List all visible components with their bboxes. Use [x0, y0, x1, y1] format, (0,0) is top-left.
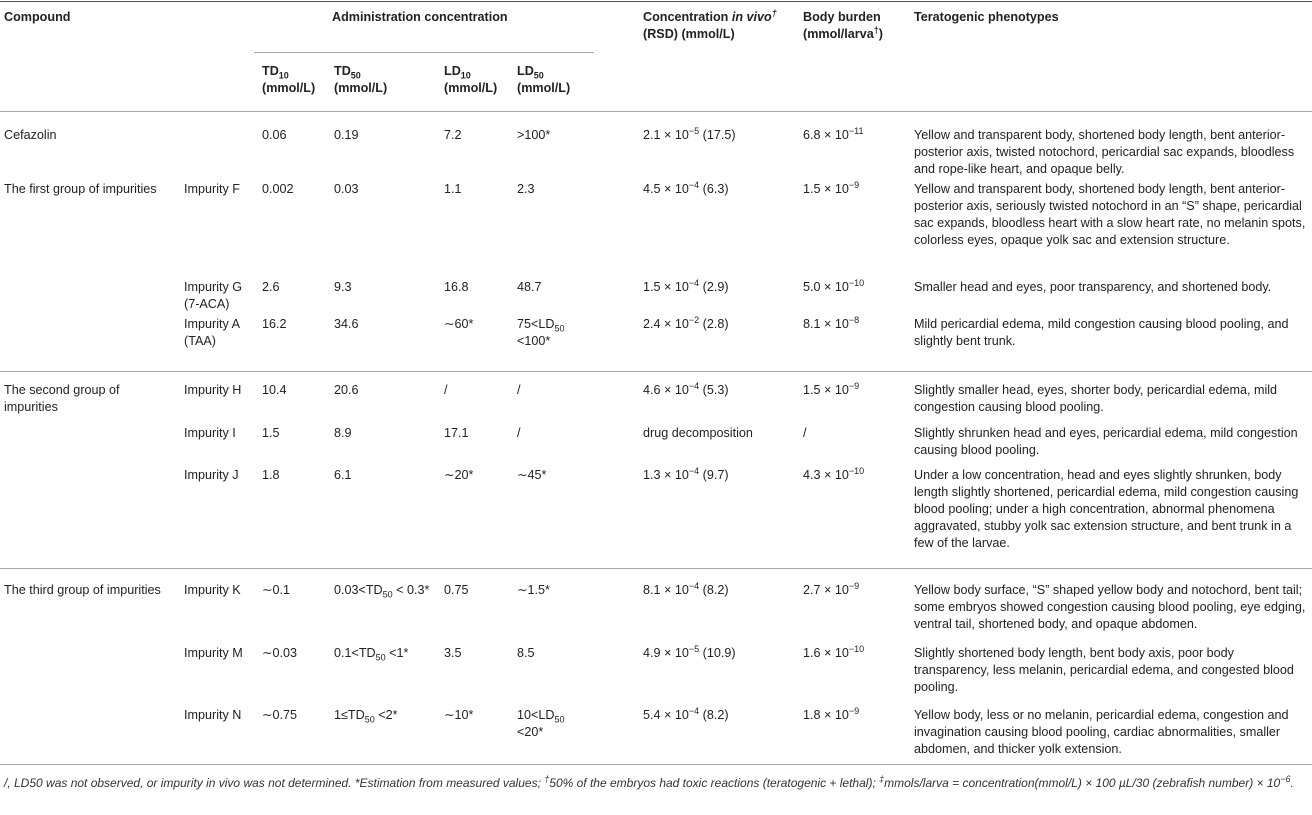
body-burden-cell: $1.8 \times 10^{-9}$ [803, 705, 860, 722]
td10-cell: 16.2 [262, 317, 287, 331]
ld10-cell: 3.5 [444, 646, 462, 660]
ld50-cell: ∼45* [517, 468, 547, 482]
ld10-cell: ∼10* [444, 708, 474, 722]
compound-name-cell: Impurity K [184, 583, 241, 597]
phenotype-cell: Smaller head and eyes, poor transparency, and shortened body. [914, 280, 1272, 294]
body-burden-cell: $5.0 \times 10^{-10}$ [803, 277, 865, 294]
phenotype-cell: Yellow body surface, “S” shaped yellow body and notochord, bent tail; some embryos showed congestion causing blood pooling, eye edging, ventral tail, shortened body, and opaque abdomen. [914, 583, 1306, 631]
body-burden-cell: $1.5 \times 10^{-9}$ [803, 179, 860, 196]
td10-cell: ∼0.75 [262, 708, 298, 722]
table-bottom-rule [0, 764, 1312, 765]
ld50-cell: 8.5 [517, 646, 535, 660]
compound-name-cell: Impurity G (7-ACA) [184, 280, 243, 311]
concentration-cell: $1.3 \times 10^{-4}$ (9.7) [643, 465, 729, 482]
phenotype-cell: Yellow and transparent body, shortened body length, bent anterior-posterior axis, twisted notochord, pericardial sac expands, bloodless and rope-like heart, and opaque belly. [914, 128, 1295, 176]
header-compound: Compound [4, 10, 71, 24]
td10-cell: ∼0.03 [262, 646, 298, 660]
phenotype-cell: Yellow body, less or no melanin, pericardial edema, congestion and invagination causing blood pooling, cardiac abnormalities, smaller abdomen, and thicker yolk extension. [914, 708, 1289, 756]
concentration-cell: $8.1 \times 10^{-4}$ (8.2) [643, 580, 729, 597]
body-burden-cell: / [803, 426, 807, 440]
phenotype-cell: Slightly shrunken head and eyes, pericardial edema, mild congestion causing blood pooling. [914, 426, 1298, 457]
concentration-cell: $2.1 \times 10^{-5}$ (17.5) [643, 125, 736, 142]
td50-cell: $0.1<TD_{50} <1*$ [334, 646, 409, 663]
phenotype-cell: Mild pericardial edema, mild congestion causing blood pooling, and slightly bent trunk. [914, 317, 1289, 348]
concentration-cell: drug decomposition [643, 426, 753, 440]
td50-cell: 0.03 [334, 182, 359, 196]
compound-name-cell: Impurity N [184, 708, 242, 722]
group-name-cell: The first group of impurities [4, 182, 157, 196]
td50-cell: 8.9 [334, 426, 352, 440]
ld50-cell: / [517, 426, 521, 440]
body-burden-cell: $2.7 \times 10^{-9}$ [803, 580, 860, 597]
header-ld50: $LD_{50}$ (mmol/L) [517, 64, 571, 95]
body-burden-cell: $1.5 \times 10^{-9}$ [803, 380, 860, 397]
ld10-cell: 7.2 [444, 128, 462, 142]
group-name-cell: Cefazolin [4, 128, 57, 142]
td50-cell: $0.03<TD_{50} < 0.3*$ [334, 583, 430, 600]
ld10-cell: 16.8 [444, 280, 469, 294]
ld50-cell: ∼1.5* [517, 583, 550, 597]
td50-cell: $1\le TD_{50} <2*$ [334, 708, 398, 725]
group-divider-2 [0, 568, 1312, 569]
body-burden-cell: $8.1 \times 10^{-8}$ [803, 314, 860, 331]
phenotype-cell: Under a low concentration, head and eyes slightly shrunken, body length slightly shortened, pericardial edema, mild congestion causing blood pooling; under a high concentration, abnormal phenomena aggravated, stubby yolk sac extension structure, and bent trunk in a few of the larvae. [914, 468, 1299, 550]
td10-cell: 1.5 [262, 426, 280, 440]
body-burden-cell: $6.8 \times 10^{-11}$ [803, 125, 864, 142]
ld10-cell: 1.1 [444, 182, 462, 196]
header-admin-concentration: Administration concentration [332, 10, 508, 24]
td50-cell: 6.1 [334, 468, 352, 482]
header-concentration-in-vivo: Concentration in vivo† (RSD) (mmol/L) [643, 7, 777, 41]
td10-cell: 1.8 [262, 468, 280, 482]
ld10-cell: ∼20* [444, 468, 474, 482]
table-top-rule [0, 1, 1312, 2]
group-name-cell: The second group of impurities [4, 383, 120, 414]
concentration-cell: $1.5 \times 10^{-4}$ (2.9) [643, 277, 729, 294]
td10-cell: 2.6 [262, 280, 280, 294]
concentration-cell: $5.4 \times 10^{-4}$ (8.2) [643, 705, 729, 722]
ld50-cell: $75<LD_{50} <100*$ [517, 317, 565, 348]
body-burden-cell: $1.6 \times 10^{-10}$ [803, 643, 865, 660]
ld50-cell: / [517, 383, 521, 397]
ld10-cell: 0.75 [444, 583, 469, 597]
header-td10: $TD_{10}$ (mmol/L) [262, 64, 316, 95]
group-divider-1 [0, 371, 1312, 372]
td10-cell: ∼0.1 [262, 583, 291, 597]
td50-cell: 0.19 [334, 128, 359, 142]
ld50-cell: $10<LD_{50} <20*$ [517, 708, 565, 739]
header-teratogenic-phenotypes: Teratogenic phenotypes [914, 10, 1059, 24]
header-ld10: $LD_{10}$ (mmol/L) [444, 64, 498, 95]
phenotype-cell: Slightly shortened body length, bent body axis, poor body transparency, less melanin, pericardial edema, and congested blood pooling. [914, 646, 1294, 694]
ld10-cell: / [444, 383, 448, 397]
group-name-cell: The third group of impurities [4, 583, 161, 597]
body-burden-cell: $4.3 \times 10^{-10}$ [803, 465, 865, 482]
compound-name-cell: Impurity H [184, 383, 242, 397]
compound-name-cell: Impurity J [184, 468, 239, 482]
ld10-cell: ∼60* [444, 317, 474, 331]
admin-underline [254, 52, 594, 53]
ld10-cell: 17.1 [444, 426, 469, 440]
concentration-cell: $4.6 \times 10^{-4}$ (5.3) [643, 380, 729, 397]
phenotype-cell: Slightly smaller head, eyes, shorter body, pericardial edema, mild congestion causing blood pooling. [914, 383, 1278, 414]
concentration-cell: $4.5 \times 10^{-4}$ (6.3) [643, 179, 729, 196]
compound-name-cell: Impurity I [184, 426, 236, 440]
td10-cell: 0.002 [262, 182, 294, 196]
ld50-cell: 2.3 [517, 182, 535, 196]
header-body-burden: Body burden (mmol/larva†) [803, 10, 883, 41]
concentration-cell: $4.9 \times 10^{-5}$ (10.9) [643, 643, 736, 660]
compound-name-cell: Impurity M [184, 646, 243, 660]
compound-name-cell: Impurity A (TAA) [184, 317, 240, 348]
compound-name-cell: Impurity F [184, 182, 240, 196]
table-footnote: /, LD50 was not observed, or impurity in vivo was not determined. *Estimation from measured values; †50% of the embryos had toxic reactions (teratogenic + lethal); ‡mmols/larva = concentration(mmol/L) × 100 µL/30 (zebrafish number) × $10^{-6}$. [4, 774, 1294, 790]
td50-cell: 9.3 [334, 280, 352, 294]
header-bottom-rule [0, 111, 1312, 112]
phenotype-cell: Yellow and transparent body, shortened body length, bent anterior-posterior axis, seriously twisted notochord in an “S” shape, pericardial sac expands, bloodless heart with a slow heart rate, no melanin spots, colorless eyes, opaque yolk sac and extension structure. [914, 182, 1306, 247]
td50-cell: 34.6 [334, 317, 359, 331]
td10-cell: 10.4 [262, 383, 287, 397]
td10-cell: 0.06 [262, 128, 287, 142]
td50-cell: 20.6 [334, 383, 359, 397]
header-td50: $TD_{50}$ (mmol/L) [334, 64, 388, 95]
concentration-cell: $2.4 \times 10^{-2}$ (2.8) [643, 314, 729, 331]
ld50-cell: >100* [517, 128, 551, 142]
ld50-cell: 48.7 [517, 280, 542, 294]
